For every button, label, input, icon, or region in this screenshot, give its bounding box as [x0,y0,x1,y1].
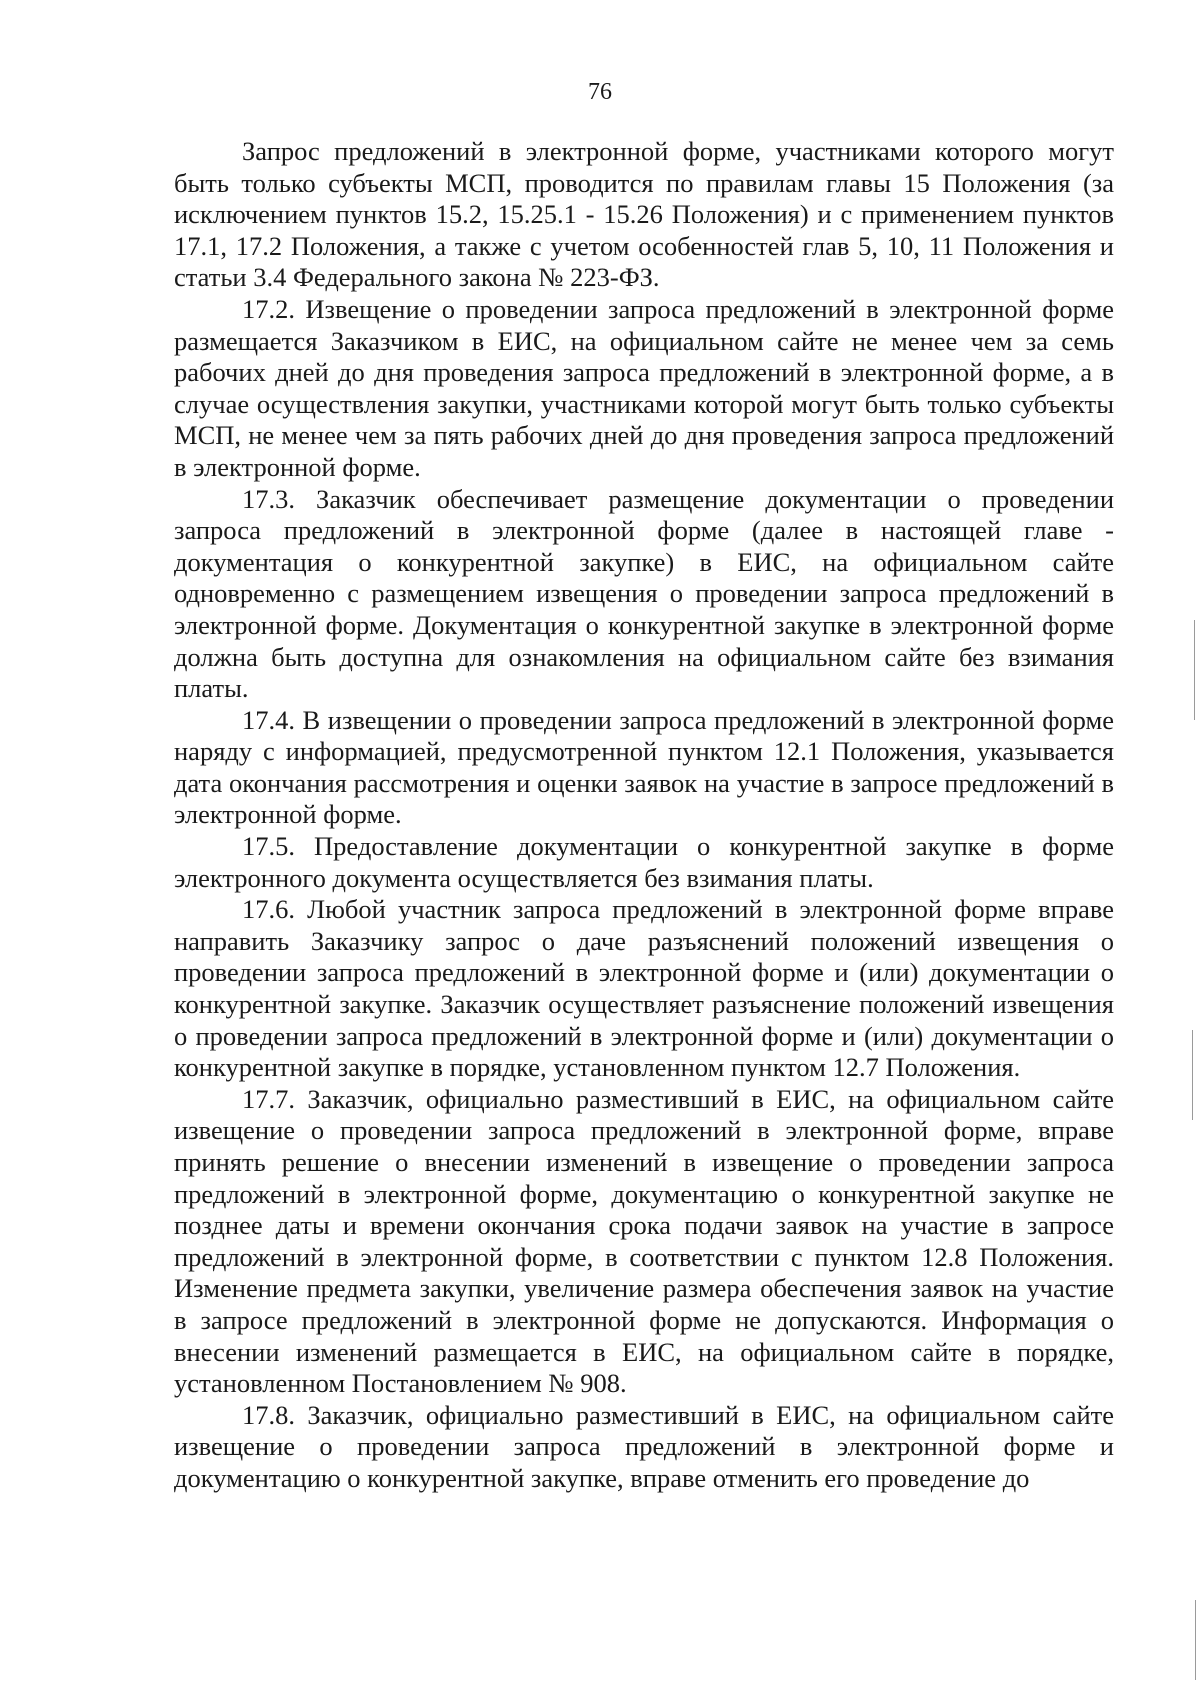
paragraph-17-2: 17.2. Извещение о проведении запроса предложений в электронной форме размещается Заказчиком в ЕИС, на официальном сайте не менее чем за семь рабочих дней до дня проведения запроса предложений в электронной форме, а в случае осуществления закупки, участниками которой могут быть только субъекты МСП, не менее чем за пять рабочих дней до дня проведения запроса предложений в электронной форме. [174,293,1114,482]
paragraph-17-1-continuation: Запрос предложений в электронной форме, участниками которого могут быть только субъекты МСП, проводится по правилам главы 15 Положения (за исключением пунктов 15.2, 15.25.1 - 15.26 Положения) и с применением пунктов 17.1, 17.2 Положения, а также с учетом особенностей глав 5, 10, 11 Положения и статьи 3.4 Федерального закона № 223-ФЗ. [174,136,1114,293]
page-number: 76 [588,79,612,105]
paragraph-17-8: 17.8. Заказчик, официально разместивший в ЕИС, на официальном сайте извещение о проведении запроса предложений в электронной форме и документацию о конкурентной закупке, вправе отменить его проведение до [174,1399,1114,1493]
scan-edge-mark [1192,1030,1193,1120]
paragraph-17-5: 17.5. Предоставление документации о конкурентной закупке в форме электронного документа осуществляется без взимания платы. [174,831,1114,893]
paragraph-17-4: 17.4. В извещении о проведении запроса предложений в электронной форме наряду с информацией, предусмотренной пунктом 12.1 Положения, указывается дата окончания рассмотрения и оценки заявок на участие в запросе предложений в электронной форме. [174,704,1114,830]
paragraph-17-3: 17.3. Заказчик обеспечивает размещение документации о проведении запроса предложений в электронной форме (далее в настоящей главе - документация о конкурентной закупке) в ЕИС, на официальном сайте одновременно с размещением извещения о проведении запроса предложений в электронной форме. Документация о конкурентной закупке в электронной форме должна быть доступна для ознакомления на официальном сайте без взимания платы. [174,483,1114,704]
scan-edge-mark [1194,620,1195,720]
scan-edge-mark [1195,1600,1196,1680]
document-body [174,136,1114,1495]
paragraph-17-6: 17.6. Любой участник запроса предложений в электронной форме вправе направить Заказчику запрос о даче разъяснений положений извещения о проведении запроса предложений в электронной форме и (или) документации о конкурентной закупке. Заказчик осуществляет разъяснение положений извещения о проведении запроса предложений в электронной форме и (или) документации о конкурентной закупке в порядке, установленном пунктом 12.7 Положения. [174,894,1114,1083]
paragraph-17-7: 17.7. Заказчик, официально разместивший в ЕИС, на официальном сайте извещение о проведении запроса предложений в электронной форме, вправе принять решение о внесении изменений в извещение о проведении запроса предложений в электронной форме, документацию о конкурентной закупке не позднее даты и времени окончания срока подачи заявок на участие в запросе предложений в электронной форме, в соответствии с пунктом 12.8 Положения. Изменение предмета закупки, увеличение размера обеспечения заявок на участие в запросе предложений в электронной форме не допускаются. Информация о внесении изменений размещается в ЕИС, на официальном сайте в порядке, установленном Постановлением № 908. [174,1083,1114,1399]
